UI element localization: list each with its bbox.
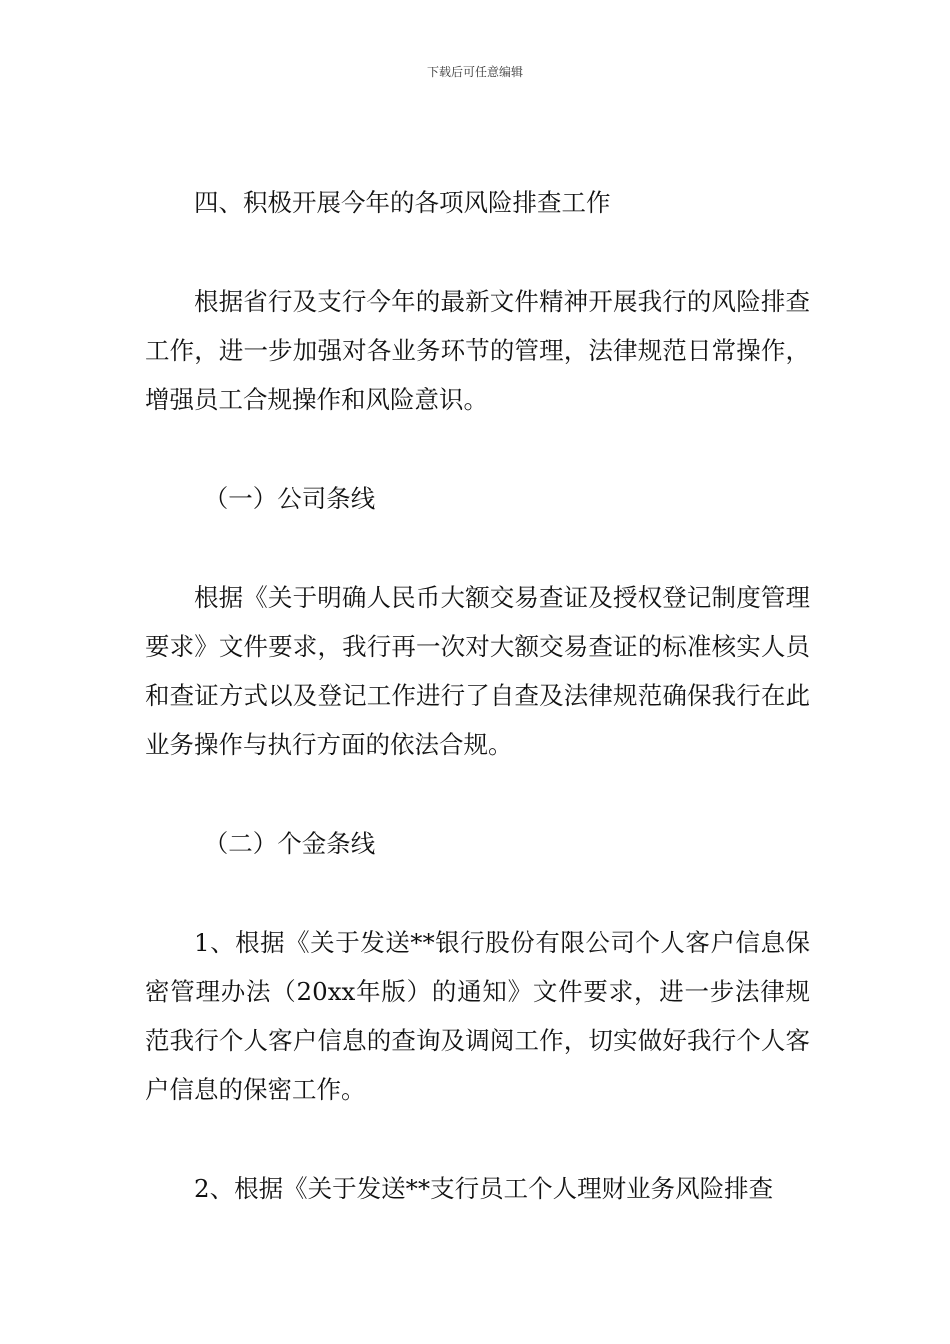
- paragraph-gap: [145, 227, 810, 277]
- paragraph-gap: [145, 523, 810, 573]
- paragraph-gap: [145, 868, 810, 918]
- subsection-heading: （一）公司条线: [203, 484, 376, 513]
- subsection-heading: （二）个金条线: [203, 829, 376, 858]
- body-paragraph: 根据省行及支行今年的最新文件精神开展我行的风险排查工作，进一步加强对各业务环节的管理，法律规范日常操作，增强员工合规操作和风险意识。: [145, 287, 810, 414]
- page-header: 下载后可任意编辑: [426, 65, 523, 79]
- body-paragraph: 2、根据《关于发送**支行员工个人理财业务风险排查: [194, 1174, 774, 1203]
- paragraph-gap: [145, 769, 810, 819]
- section-heading: 四、积极开展今年的各项风险排查工作: [194, 188, 611, 217]
- document-body: [145, 178, 810, 1213]
- body-paragraph: 1、根据《关于发送**银行股份有限公司个人客户信息保密管理办法（20xx年版）的通知》文件要求，进一步法律规范我行个人客户信息的查询及调阅工作，切实做好我行个人客户信息的保密工作。: [145, 928, 810, 1104]
- body-paragraph: 根据《关于明确人民币大额交易查证及授权登记制度管理要求》文件要求，我行再一次对大额交易查证的标准核实人员和查证方式以及登记工作进行了自查及法律规范确保我行在此业务操作与执行方面的依法合规。: [145, 583, 810, 759]
- paragraph-gap: [145, 1114, 810, 1164]
- paragraph-gap: [145, 424, 810, 474]
